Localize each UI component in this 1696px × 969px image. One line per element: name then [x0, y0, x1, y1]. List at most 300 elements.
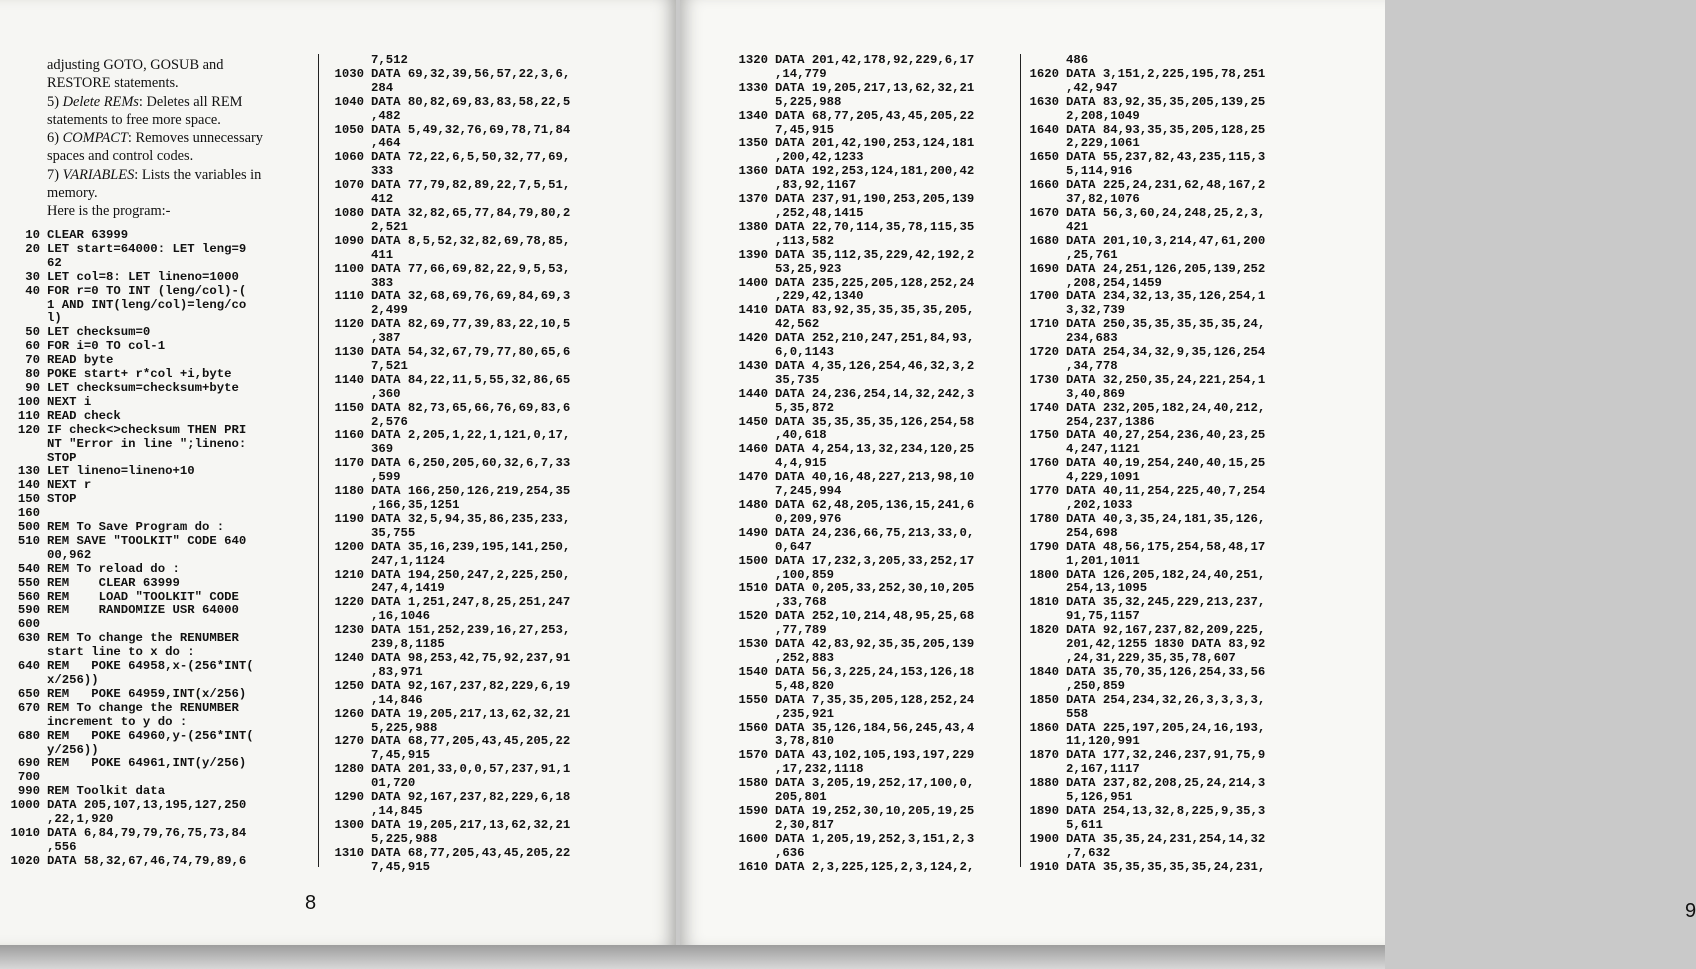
line-code: LET checksum=0	[47, 325, 151, 340]
line-number: 1040	[334, 94, 364, 109]
item-description: : Removes unnecessary	[127, 130, 263, 147]
program-line	[324, 374, 634, 388]
program-line	[728, 277, 1028, 291]
item-number: 5)	[47, 93, 63, 110]
line-number: 990	[17, 784, 40, 799]
line-continuation: ,387	[371, 331, 401, 346]
program-line	[1019, 596, 1329, 610]
line-code: DATA 40,16,48,227,213,98,10	[775, 470, 975, 485]
line-number: 1330	[738, 80, 768, 95]
line-code: REM CLEAR 63999	[47, 575, 180, 590]
program-line	[0, 354, 312, 368]
line-continuation: 7,45,915	[775, 122, 835, 137]
line-code: DATA 225,197,205,24,16,193,	[1066, 720, 1266, 735]
line-number: 1170	[334, 456, 364, 471]
line-number: 1110	[334, 289, 364, 304]
line-code: READ byte	[47, 353, 114, 368]
line-number: 1700	[1029, 289, 1059, 304]
program-line	[324, 290, 634, 304]
line-number: 1870	[1029, 748, 1059, 763]
line-continuation: 35,735	[775, 372, 820, 387]
intro-line: statements to free more space.	[47, 111, 221, 128]
line-code: DATA 126,205,182,24,40,251,	[1066, 567, 1266, 582]
line-number: 1420	[738, 331, 768, 346]
program-line	[0, 757, 312, 771]
item-name: VARIABLES	[62, 166, 135, 183]
line-code: DATA 58,32,67,46,74,79,89,6	[47, 853, 247, 868]
line-number: 1680	[1029, 233, 1059, 248]
line-continuation: ,7,632	[1066, 845, 1111, 860]
line-code	[47, 507, 312, 521]
line-code: DATA 254,234,32,26,3,3,3,3,	[1066, 692, 1266, 707]
scan-bottom-edge	[0, 945, 1385, 969]
program-line	[0, 507, 312, 521]
line-continuation: 7,521	[371, 358, 408, 373]
line-number: 1340	[738, 108, 768, 123]
line-continuation: 7,45,915	[371, 859, 431, 874]
program-line	[324, 735, 634, 749]
program-line	[0, 577, 312, 591]
line-continuation: 2,521	[371, 219, 408, 234]
line-code: DATA 4,35,126,254,46,32,3,2	[775, 358, 975, 373]
line-continuation: ,34,778	[1066, 358, 1118, 373]
program-line	[728, 666, 1028, 680]
line-number: 600	[17, 617, 40, 632]
line-continuation: 0,209,976	[775, 511, 842, 526]
line-number: 1460	[738, 442, 768, 457]
line-continuation: 2,167,1117	[1066, 762, 1140, 777]
intro-line: adjusting GOTO, GOSUB and	[47, 57, 224, 73]
line-code: DATA 192,253,124,181,200,42	[775, 164, 975, 179]
line-code: DATA 0,205,33,252,30,10,205	[775, 581, 975, 596]
program-line	[0, 479, 312, 493]
line-continuation: y/256))	[47, 742, 99, 757]
line-number: 510	[17, 533, 40, 548]
line-continuation: 53,25,923	[775, 261, 842, 276]
line-number: 1440	[738, 386, 768, 401]
program-line	[728, 443, 1028, 457]
program-line	[728, 221, 1028, 235]
line-continuation: increment to y do :	[47, 714, 188, 729]
program-line	[324, 179, 634, 193]
line-continuation: 247,1,1124	[371, 553, 445, 568]
line-code: DATA 4,254,13,32,234,120,25	[775, 442, 975, 457]
line-code: DATA 48,56,175,254,58,48,17	[1066, 539, 1266, 554]
line-code: DATA 56,3,60,24,248,25,2,3,	[1066, 205, 1266, 220]
line-number: 1750	[1029, 428, 1059, 443]
line-number: 30	[25, 269, 40, 284]
program-line	[324, 513, 634, 527]
line-continuation: 239,8,1185	[371, 637, 445, 652]
line-code: DATA 8,5,52,32,82,69,78,85,	[371, 233, 571, 248]
right-page	[680, 0, 1696, 945]
line-continuation: ,229,42,1340	[775, 289, 864, 304]
line-number: 1850	[1029, 692, 1059, 707]
line-number: 640	[17, 659, 40, 674]
program-line	[728, 555, 1028, 569]
line-continuation: 5,225,988	[371, 720, 438, 735]
program-line	[0, 340, 312, 354]
line-continuation: 7,45,915	[371, 748, 431, 763]
program-line	[0, 632, 312, 646]
program-line	[1019, 569, 1329, 583]
intro-line	[47, 129, 302, 147]
line-code: REM POKE 64958,x-(256*INT(	[47, 659, 254, 674]
line-code: DATA 84,22,11,5,55,32,86,65	[371, 372, 571, 387]
line-number: 1840	[1029, 664, 1059, 679]
intro-line: Here is the program:-	[47, 203, 171, 220]
line-number: 1480	[738, 498, 768, 512]
line-continuation: 284	[371, 80, 394, 95]
line-code: DATA 19,252,30,10,205,19,25	[775, 803, 975, 818]
line-number: 1890	[1029, 803, 1059, 818]
line-continuation: 5,48,820	[775, 678, 835, 693]
line-continuation: 4,4,915	[775, 456, 827, 471]
program-line	[324, 708, 634, 722]
line-number: 130	[17, 464, 40, 479]
program-line	[0, 493, 312, 507]
line-number: 1510	[738, 581, 768, 596]
line-continuation: 0,647	[775, 539, 812, 554]
line-continuation: NT "Error in line ";lineno:	[47, 436, 247, 451]
program-line	[728, 110, 1028, 124]
line-code: POKE start+ r*col +i,byte	[47, 367, 232, 382]
line-continuation: 369	[371, 442, 394, 457]
line-continuation: 7,245,994	[775, 484, 842, 499]
line-code: REM LOAD "TOOLKIT" CODE	[47, 589, 239, 604]
line-number: 1160	[334, 428, 364, 443]
line-number: 1090	[334, 233, 364, 248]
line-continuation: ,16,1046	[371, 609, 431, 624]
line-continuation: 42,562	[775, 317, 820, 332]
program-line	[728, 499, 1028, 513]
line-code: DATA 55,237,82,43,235,115,3	[1066, 150, 1266, 165]
line-code: LET checksum=checksum+byte	[47, 380, 239, 395]
line-code: DATA 252,10,214,48,95,25,68	[775, 609, 975, 624]
program-line	[1019, 624, 1329, 638]
line-number: 1560	[738, 720, 768, 735]
line-code: DATA 32,250,35,24,221,254,1	[1066, 372, 1266, 387]
line-number: 40	[25, 283, 40, 298]
line-continuation: 5,114,916	[1066, 164, 1133, 179]
line-continuation: 5,225,988	[775, 94, 842, 109]
line-code: DATA 40,27,254,236,40,23,25	[1066, 428, 1266, 443]
page-number: 8	[305, 892, 317, 914]
line-code: REM To reload do :	[47, 561, 180, 576]
line-number: 1320	[738, 53, 768, 67]
line-code: DATA 35,35,35,35,126,254,58	[775, 414, 975, 429]
line-continuation: 558	[1066, 706, 1089, 721]
line-code: DATA 2,205,1,22,1,121,0,17,	[371, 428, 571, 443]
line-code: REM To Save Program do :	[47, 520, 225, 535]
line-code: DATA 40,3,35,24,181,35,126,	[1066, 511, 1266, 526]
line-continuation: 2,208,1049	[1066, 108, 1140, 123]
line-code	[47, 618, 312, 632]
line-code: DATA 98,253,42,75,92,237,91	[371, 650, 571, 665]
program-line	[324, 68, 634, 82]
line-number: 500	[17, 520, 40, 535]
line-code: DATA 56,3,225,24,153,126,18	[775, 664, 975, 679]
line-number: 120	[17, 422, 40, 437]
program-line	[0, 465, 312, 479]
column-divider	[318, 54, 319, 867]
line-code: DATA 17,232,3,205,33,252,17	[775, 553, 975, 568]
line-continuation: 62	[47, 255, 62, 270]
program-line	[0, 521, 312, 535]
line-number: 160	[17, 506, 40, 521]
program-line	[0, 410, 312, 424]
program-line	[0, 563, 312, 577]
line-continuation: ,556	[47, 839, 77, 854]
line-number: 150	[17, 492, 40, 507]
program-line	[324, 541, 634, 555]
line-code: DATA 201,10,3,214,47,61,200	[1066, 233, 1266, 248]
line-continuation: 421	[1066, 219, 1089, 234]
program-line	[1019, 861, 1329, 875]
program-line	[324, 263, 634, 277]
line-continuation: 412	[371, 192, 394, 207]
intro-line	[47, 166, 302, 184]
program-line	[0, 855, 312, 869]
line-code: DATA 235,225,205,128,252,24	[775, 275, 975, 290]
program-line	[1019, 151, 1329, 165]
line-continuation: ,83,971	[371, 664, 423, 679]
program-line	[1019, 235, 1329, 249]
line-code: DATA 69,32,39,56,57,22,3,6,	[371, 66, 571, 81]
line-code: REM RANDOMIZE USR 64000	[47, 603, 239, 618]
line-code: DATA 35,35,24,231,254,14,32	[1066, 831, 1266, 846]
line-number: 1660	[1029, 178, 1059, 193]
program-line	[1019, 124, 1329, 138]
program-line	[728, 137, 1028, 151]
program-line	[1019, 722, 1329, 736]
line-continuation: ,22,1,920	[47, 812, 114, 827]
line-code: DATA 35,32,245,229,213,237,	[1066, 595, 1266, 610]
line-number: 1820	[1029, 623, 1059, 638]
intro-text	[47, 56, 302, 221]
line-code: DATA 54,32,67,79,77,80,65,6	[371, 345, 571, 360]
program-line	[0, 604, 312, 618]
line-code: CLEAR 63999	[47, 228, 129, 242]
line-continuation: 333	[371, 164, 394, 179]
program-line	[1019, 694, 1329, 708]
program-line	[324, 54, 634, 68]
program-line	[1019, 777, 1329, 791]
line-continuation: ,24,31,229,35,35,78,607	[1066, 650, 1236, 665]
line-code: REM SAVE "TOOLKIT" CODE 640	[47, 533, 247, 548]
program-line	[728, 749, 1028, 763]
program-line	[324, 151, 634, 165]
line-code	[47, 771, 312, 785]
program-line	[0, 730, 312, 744]
line-number: 1180	[334, 484, 364, 499]
line-number: 1540	[738, 664, 768, 679]
program-line	[324, 791, 634, 805]
line-code: REM Toolkit data	[47, 784, 166, 799]
line-continuation: STOP	[47, 450, 77, 465]
line-number: 1570	[738, 748, 768, 763]
line-code: LET col=8: LET lineno=1000	[47, 269, 239, 284]
program-line	[1019, 429, 1329, 443]
line-code: DATA 92,167,237,82,209,225,	[1066, 623, 1266, 638]
program-line	[1019, 513, 1329, 527]
line-number: 1490	[738, 525, 768, 540]
line-number: 1140	[334, 372, 364, 387]
line-continuation: ,235,921	[775, 706, 835, 721]
line-number: 1190	[334, 511, 364, 526]
line-continuation: 11,120,991	[1066, 734, 1140, 749]
line-continuation: ,202,1033	[1066, 498, 1133, 512]
line-code: READ check	[47, 408, 121, 423]
line-number: 1390	[738, 247, 768, 262]
line-code: REM To change the RENUMBER	[47, 700, 239, 715]
line-number: 1900	[1029, 831, 1059, 846]
line-code: DATA 35,126,184,56,245,43,4	[775, 720, 975, 735]
program-line	[728, 833, 1028, 847]
line-number: 1290	[334, 790, 364, 805]
line-code: STOP	[47, 492, 77, 507]
line-number: 1370	[738, 192, 768, 207]
line-continuation: 4,229,1091	[1066, 470, 1140, 485]
program-line	[0, 396, 312, 410]
program-line	[728, 638, 1028, 652]
line-number: 1230	[334, 623, 364, 638]
program-line	[0, 618, 312, 632]
line-number: 1620	[1029, 66, 1059, 81]
line-number: 1650	[1029, 150, 1059, 165]
line-continuation: 5,225,988	[371, 831, 438, 846]
line-number: 1100	[334, 261, 364, 276]
line-continuation: ,33,768	[775, 595, 827, 610]
basic-program-listing	[0, 229, 312, 869]
line-number: 80	[25, 367, 40, 382]
line-number: 1760	[1029, 456, 1059, 471]
line-continuation: ,17,232,1118	[775, 762, 864, 777]
program-line	[0, 285, 312, 299]
line-number: 1240	[334, 650, 364, 665]
line-number	[1019, 54, 1066, 68]
line-code: DATA 3,151,2,225,195,78,251	[1066, 66, 1266, 81]
program-line	[728, 805, 1028, 819]
line-continuation: 3,40,869	[1066, 386, 1126, 401]
line-code: DATA 40,11,254,225,40,7,254	[1066, 484, 1266, 499]
line-number: 1720	[1029, 345, 1059, 360]
program-line	[728, 165, 1028, 179]
program-line	[0, 799, 312, 813]
line-number: 1060	[334, 150, 364, 165]
item-name: COMPACT	[62, 130, 128, 147]
line-continuation: ,25,761	[1066, 247, 1118, 262]
line-number: 630	[17, 631, 40, 646]
line-number: 1310	[334, 845, 364, 860]
line-code: DATA 83,92,35,35,205,139,25	[1066, 94, 1266, 109]
line-number: 100	[17, 394, 40, 409]
line-continuation: x/256))	[47, 673, 99, 687]
program-line	[728, 861, 1028, 875]
line-number: 1450	[738, 414, 768, 429]
program-line	[728, 610, 1028, 624]
line-continuation: ,208,254,1459	[1066, 275, 1162, 290]
line-number: 1410	[738, 303, 768, 318]
line-continuation: ,14,846	[371, 692, 423, 707]
line-number: 1770	[1029, 484, 1059, 499]
program-line	[728, 416, 1028, 430]
line-number: 1250	[334, 678, 364, 693]
program-line	[324, 429, 634, 443]
line-code: DATA 24,236,254,14,32,242,3	[775, 386, 975, 401]
line-code: DATA 166,250,126,219,254,35	[371, 484, 571, 499]
line-continuation: 35,755	[371, 525, 416, 540]
item-number: 7)	[47, 166, 63, 183]
line-continuation: 247,4,1419	[371, 581, 445, 596]
program-line	[1019, 402, 1329, 416]
line-number: 1260	[334, 706, 364, 721]
line-number: 140	[17, 478, 40, 493]
line-code: DATA 19,205,217,13,62,32,21	[775, 80, 975, 95]
program-line	[0, 827, 312, 841]
line-continuation: 91,75,1157	[1066, 609, 1140, 624]
line-code: DATA 24,236,66,75,213,33,0,	[775, 525, 975, 540]
line-code: FOR i=0 TO col-1	[47, 339, 166, 354]
line-number: 1790	[1029, 539, 1059, 554]
line-number: 110	[17, 408, 40, 423]
line-continuation: ,250,859	[1066, 678, 1126, 693]
line-code: NEXT i	[47, 394, 92, 409]
line-code: DATA 83,92,35,35,35,35,205,	[775, 303, 975, 318]
program-line	[0, 688, 312, 702]
line-number: 670	[17, 700, 40, 715]
line-continuation: 5,35,872	[775, 400, 835, 415]
program-line	[1019, 541, 1329, 555]
line-code: DATA 1,205,19,252,3,151,2,3	[775, 831, 975, 846]
line-continuation: 383	[371, 275, 394, 290]
line-number: 1810	[1029, 595, 1059, 610]
line-number: 70	[25, 353, 40, 368]
line-number: 1550	[738, 692, 768, 707]
data-listing-column	[324, 54, 634, 874]
line-number: 1020	[10, 853, 40, 868]
program-line	[1019, 374, 1329, 388]
left-page	[0, 0, 676, 945]
program-line	[1019, 346, 1329, 360]
line-continuation: ,113,582	[775, 233, 835, 248]
line-number: 1670	[1029, 205, 1059, 220]
program-line	[1019, 207, 1329, 221]
line-code: DATA 77,79,82,89,22,7,5,51,	[371, 178, 571, 193]
program-line	[728, 582, 1028, 596]
program-line	[0, 326, 312, 340]
line-continuation: ,200,42,1233	[775, 150, 864, 165]
line-number: 690	[17, 756, 40, 771]
line-continuation: 4,247,1121	[1066, 442, 1140, 457]
program-line	[728, 193, 1028, 207]
line-code: DATA 77,66,69,82,22,9,5,53,	[371, 261, 571, 276]
line-continuation: 254,237,1386	[1066, 414, 1155, 429]
line-number: 1300	[334, 817, 364, 832]
line-code: DATA 32,5,94,35,86,235,233,	[371, 511, 571, 526]
line-number: 20	[25, 241, 40, 256]
program-line	[0, 785, 312, 799]
line-code: DATA 62,48,205,136,15,241,6	[775, 498, 975, 512]
line-continuation: 254,698	[1066, 525, 1118, 540]
line-code: REM To change the RENUMBER	[47, 631, 239, 646]
line-code: NEXT r	[47, 478, 92, 493]
line-number: 650	[17, 686, 40, 701]
line-number: 1500	[738, 553, 768, 568]
line-number: 1640	[1029, 122, 1059, 137]
program-line	[0, 229, 312, 243]
program-line	[324, 847, 634, 861]
